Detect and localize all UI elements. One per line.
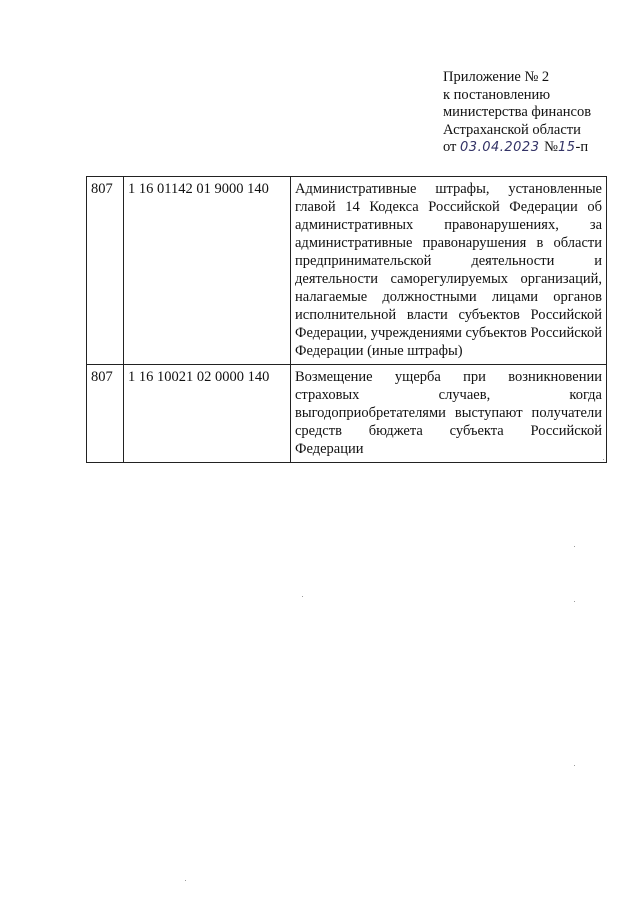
table-row <box>87 177 607 365</box>
handwritten-date: 03.04.2023 <box>460 140 540 155</box>
admin-code-cell: 807 <box>87 177 124 365</box>
kbk-code-cell: 1 16 10021 02 0000 140 <box>124 365 291 463</box>
scan-speck <box>603 459 604 460</box>
scan-speck <box>574 601 575 602</box>
date-prefix: от <box>443 139 457 155</box>
number-suffix: -п <box>575 139 589 155</box>
kbk-code-cell: 1 16 01142 01 9000 140 <box>124 177 291 365</box>
budget-codes-table <box>86 176 607 463</box>
admin-code-cell: 807 <box>87 365 124 463</box>
scan-speck <box>574 546 575 547</box>
description-cell: Административные штрафы, установленные главой 14 Кодекса Российской Федерации об административных правонарушениях, за административные правонарушения в области предпринимательской деятельности и деятельности саморегулируемых организаций, налагаемые должностными лицами органов исполнительной власти субъектов Российской Федерации, учреждениями субъектов Российской Федерации (иные штрафы) <box>291 177 607 365</box>
description-cell: Возмещение ущерба при возникновении страховых случаев, когда выгодоприобретателями выступают получатели средств бюджета субъекта Российской Федерации <box>291 365 607 463</box>
appendix-header <box>443 69 623 157</box>
appendix-date-line <box>443 139 623 157</box>
scan-speck <box>574 765 575 766</box>
table-row <box>87 365 607 463</box>
appendix-ministry: министерства финансов <box>443 104 592 120</box>
scan-speck <box>302 596 303 597</box>
number-sign: № <box>544 139 558 155</box>
scan-speck <box>185 880 186 881</box>
appendix-to-decree: к постановлению <box>443 86 551 103</box>
appendix-region: Астраханской области <box>443 121 581 138</box>
appendix-title: Приложение № 2 <box>443 69 550 85</box>
handwritten-number: 15 <box>557 140 576 155</box>
